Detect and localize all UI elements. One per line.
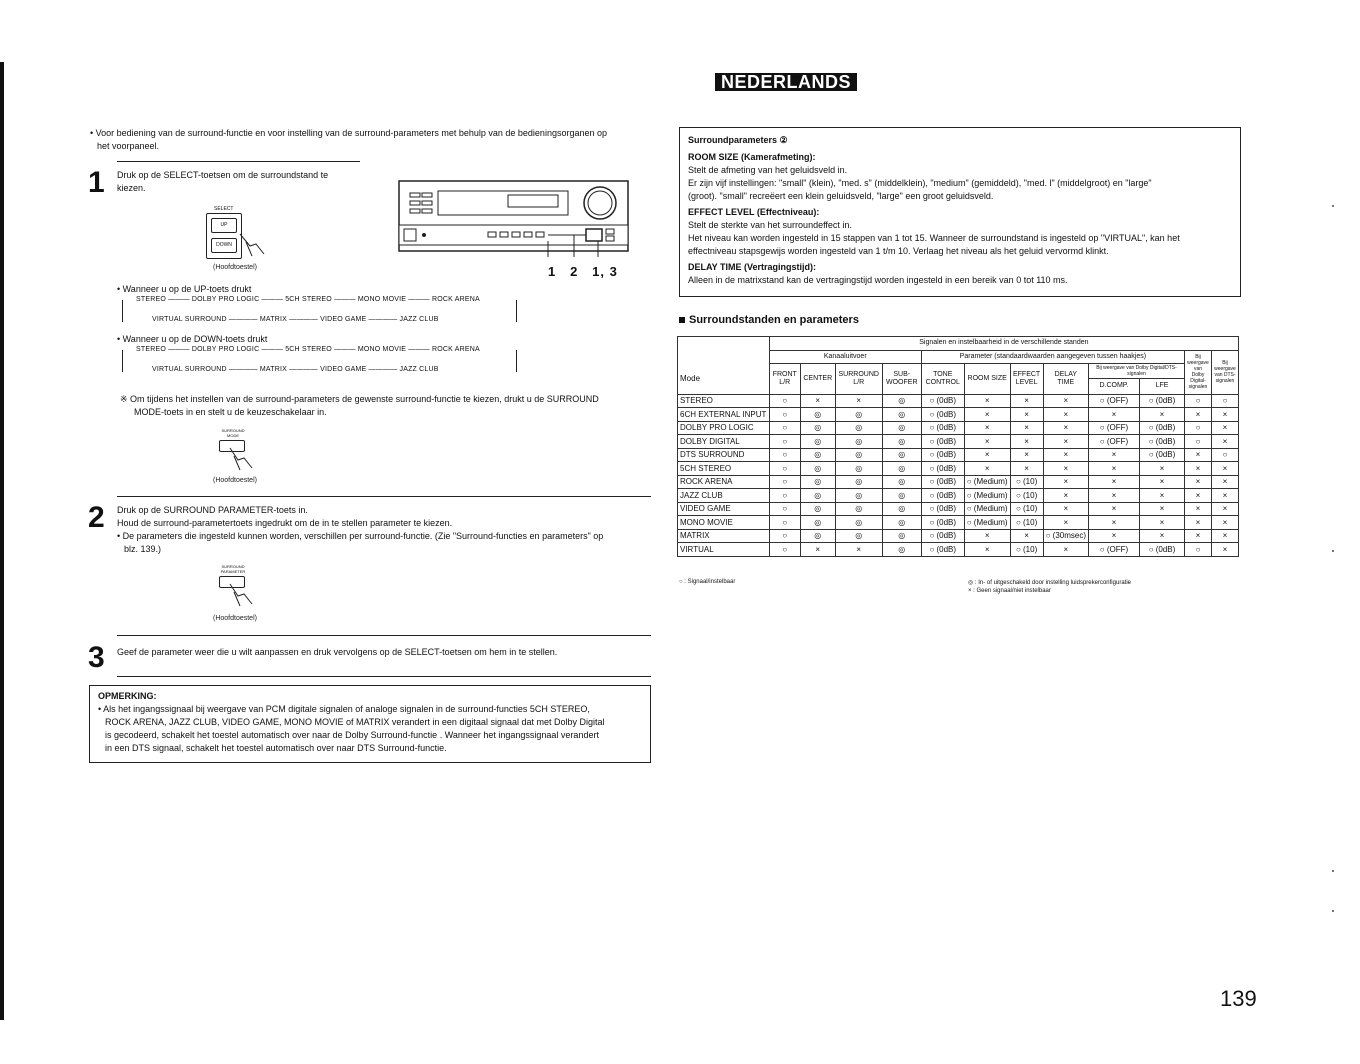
- row-mode-label: MONO MOVIE: [678, 516, 770, 530]
- table-cell: ◎: [882, 529, 921, 543]
- table-cell: ×: [1010, 394, 1043, 408]
- table-cell: ×: [835, 543, 882, 557]
- surround-mode-note-line-1: ※ Om tijdens het instellen van de surround-parameters de gewenste surround-functie te kiezen, drukt u de SURROUND: [120, 394, 599, 404]
- table-cell: ○: [769, 529, 800, 543]
- table-cell: ×: [1212, 529, 1239, 543]
- effect-level-line-1: Stelt de sterkte van het surroundeffect in.: [688, 220, 852, 230]
- table-cell: ×: [1212, 408, 1239, 422]
- table-cell: ◎: [882, 543, 921, 557]
- surround-mode-note-line-2: MODE-toets in en stelt u de keuzeschakelaar in.: [134, 407, 327, 417]
- note-title: OPMERKING:: [98, 691, 157, 701]
- intro-text: [90, 127, 660, 153]
- table-cell: ○ (0dB): [921, 516, 964, 530]
- table-cell: ×: [1043, 394, 1088, 408]
- table-cell: ○: [769, 435, 800, 449]
- table-cell: ◎: [800, 435, 835, 449]
- row-mode-label: 5CH STEREO: [678, 462, 770, 476]
- step2-caption: (Hoofdtoestel): [213, 615, 257, 622]
- table-cell: ×: [1185, 529, 1212, 543]
- step-number-1: 1: [88, 166, 105, 199]
- table-cell: ×: [1089, 475, 1140, 489]
- table-cell: ×: [1140, 502, 1185, 516]
- table-cell: ×: [1089, 529, 1140, 543]
- table-cell: ×: [1212, 462, 1239, 476]
- table-cell: ×: [1140, 462, 1185, 476]
- table-cell: ×: [1010, 435, 1043, 449]
- table-row: [678, 475, 1239, 489]
- table-cell: ○: [769, 543, 800, 557]
- col-lfe: LFE: [1140, 379, 1185, 394]
- table-cell: ○ (Medium): [964, 516, 1010, 530]
- table-cell: ×: [1043, 543, 1088, 557]
- table-cell: ×: [1212, 543, 1239, 557]
- table-row: [678, 516, 1239, 530]
- table-cell: ×: [1140, 408, 1185, 422]
- table-cell: ×: [964, 462, 1010, 476]
- effect-level-line-2: Het niveau kan worden ingesteld in 15 stappen van 1 tot 15. Wanneer de surroundstand is ingesteld op "VIRTUAL", kan het: [688, 233, 1180, 243]
- table-cell: ◎: [800, 529, 835, 543]
- table-cell: ○ (10): [1010, 516, 1043, 530]
- col-subwoofer: SUB-WOOFER: [882, 364, 921, 395]
- table-cell: ○ (0dB): [1140, 421, 1185, 435]
- table-cell: ○ (0dB): [1140, 448, 1185, 462]
- up-flow-diagram: [122, 296, 517, 324]
- table-cell: ○: [769, 448, 800, 462]
- table-cell: ○: [769, 421, 800, 435]
- table-cell: ○ (0dB): [1140, 435, 1185, 449]
- step-number-2: 2: [88, 501, 105, 534]
- table-row: [678, 394, 1239, 408]
- pointing-hand-icon-2: [228, 446, 256, 472]
- col-surround: SURROUND L/R: [835, 364, 882, 395]
- table-cell: ×: [1185, 516, 1212, 530]
- table-cell: ×: [1010, 408, 1043, 422]
- table-cell: ◎: [835, 421, 882, 435]
- table-cell: ×: [1043, 435, 1088, 449]
- step2-text-line-3: • De parameters die ingesteld kunnen worden, verschillen per surround-functie. (Zie "Surround-functies en parameters" op: [117, 531, 604, 541]
- table-cell: ○ (0dB): [1140, 543, 1185, 557]
- table-heading-text: Surroundstanden en parameters: [689, 314, 859, 326]
- step1-text-line-1: Druk op de SELECT-toetsen om de surroundstand te: [117, 170, 329, 180]
- table-cell: ○: [1185, 435, 1212, 449]
- receiver-front-panel: [398, 179, 630, 259]
- down-flow-title: • Wanneer u op de DOWN-toets drukt: [117, 334, 268, 344]
- intro-line-2: het voorpaneel.: [97, 141, 160, 151]
- up-flow-title: • Wanneer u op de UP-toets drukt: [117, 284, 252, 294]
- step1-caption: (Hoofdtoestel): [213, 264, 257, 271]
- col-mode: Mode: [678, 364, 770, 395]
- table-cell: ×: [964, 435, 1010, 449]
- table-cell: ○ (0dB): [921, 529, 964, 543]
- down-flow-diagram: [122, 346, 517, 376]
- header-bij-dts: Bij weergave van DTS-signalen: [1212, 350, 1239, 394]
- table-cell: ○ (0dB): [921, 475, 964, 489]
- table-cell: ×: [1010, 421, 1043, 435]
- table-cell: ×: [1212, 475, 1239, 489]
- table-cell: ◎: [882, 435, 921, 449]
- surround-modes-table: [677, 336, 1239, 557]
- pointing-hand-icon: [236, 228, 268, 260]
- table-cell: ◎: [800, 421, 835, 435]
- up-flow-top: STEREO ——— DOLBY PRO LOGIC ——— 5CH STEREO ——— MONO MOVIE ——— ROCK ARENA: [136, 296, 480, 303]
- table-cell: ×: [1043, 516, 1088, 530]
- effect-level-heading: EFFECT LEVEL (Effectniveau):: [688, 207, 820, 217]
- left-margin-bar: [0, 62, 4, 1020]
- row-mode-label: 6CH EXTERNAL INPUT: [678, 408, 770, 422]
- table-cell: ×: [1212, 421, 1239, 435]
- table-cell: ×: [964, 408, 1010, 422]
- delay-time-line-1: Alleen in de matrixstand kan de vertragingstijd worden ingesteld in een bereik van 0 tot 110 ms.: [688, 275, 1068, 285]
- surround-mode-label: SURROUND MODE: [221, 428, 245, 438]
- note-line-2: ROCK ARENA, JAZZ CLUB, VIDEO GAME, MONO MOVIE of MATRIX verandert in een digitaal signaal dat met Dolby Digital: [105, 717, 605, 727]
- table-cell: ○ (0dB): [921, 502, 964, 516]
- table-cell: ×: [1185, 462, 1212, 476]
- table-cell: ◎: [835, 408, 882, 422]
- pointing-hand-icon-3: [228, 582, 256, 608]
- row-mode-label: DTS SURROUND: [678, 448, 770, 462]
- table-cell: ×: [1140, 475, 1185, 489]
- row-mode-label: STEREO: [678, 394, 770, 408]
- col-front: FRONT L/R: [769, 364, 800, 395]
- table-cell: ○ (10): [1010, 489, 1043, 503]
- row-mode-label: DOLBY DIGITAL: [678, 435, 770, 449]
- table-cell: ○ (0dB): [921, 421, 964, 435]
- table-cell: ◎: [882, 489, 921, 503]
- table-cell: ○: [769, 462, 800, 476]
- table-cell: ×: [1043, 421, 1088, 435]
- bullet-square-icon: [679, 317, 685, 323]
- step3-bottom-rule: [117, 676, 651, 677]
- table-cell: ○ (OFF): [1089, 394, 1140, 408]
- table-cell: ×: [1212, 502, 1239, 516]
- table-cell: ×: [1043, 489, 1088, 503]
- table-row: [678, 489, 1239, 503]
- table-cell: ○ (10): [1010, 502, 1043, 516]
- step1-text: [117, 169, 367, 195]
- row-mode-label: ROCK ARENA: [678, 475, 770, 489]
- step3-text: Geef de parameter weer die u wilt aanpassen en druk vervolgens op de SELECT-toetsen om hem in te stellen.: [117, 647, 558, 657]
- down-flow-top: STEREO ——— DOLBY PRO LOGIC ——— 5CH STEREO ——— MONO MOVIE ——— ROCK ARENA: [136, 346, 480, 353]
- table-cell: ×: [1089, 462, 1140, 476]
- intro-line-1: • Voor bediening van de surround-functie en voor instelling van de surround-parameters met behulp van de bedieningsorganen op: [90, 128, 607, 138]
- table-cell: ◎: [835, 489, 882, 503]
- table-row: [678, 543, 1239, 557]
- table-cell: ×: [1185, 489, 1212, 503]
- step2-text-line-4: blz. 139.): [124, 544, 162, 554]
- down-button[interactable]: DOWN: [211, 238, 237, 253]
- surround-parameters-box: [679, 127, 1241, 297]
- table-cell: ×: [964, 448, 1010, 462]
- note-line-4: in een DTS signaal, schakelt het toestel automatisch over naar DTS Surround-functie.: [105, 743, 447, 753]
- step2-rule: [117, 496, 651, 497]
- page-number: 139: [1220, 986, 1257, 1011]
- table-super-header: Signalen en instelbaarheid in de verschillende standen: [769, 337, 1238, 351]
- table-cell: ○ (OFF): [1089, 543, 1140, 557]
- legend-double-circle: ◎ : In- of uitgeschakeld door instelling luidsprekerconfiguratie: [968, 580, 1131, 586]
- table-cell: ◎: [800, 448, 835, 462]
- table-cell: ◎: [835, 502, 882, 516]
- table-cell: ×: [1185, 448, 1212, 462]
- table-cell: ◎: [882, 475, 921, 489]
- table-cell: ◎: [800, 489, 835, 503]
- table-cell: ◎: [882, 394, 921, 408]
- table-cell: ×: [1089, 502, 1140, 516]
- table-cell: ×: [1089, 408, 1140, 422]
- panel-callout-numbers: 1 2 1, 3: [548, 264, 618, 279]
- table-cell: ○ (0dB): [921, 435, 964, 449]
- table-cell: ○ (0dB): [921, 394, 964, 408]
- note-line-3: is gecodeerd, schakelt het toestel automatisch over naar de Dolby Surround-functie . Wanneer het ingangssignaal verandert: [105, 730, 599, 740]
- table-cell: ○ (OFF): [1089, 421, 1140, 435]
- up-button[interactable]: UP: [211, 218, 237, 233]
- table-cell: ○ (OFF): [1089, 435, 1140, 449]
- step2-text-line-2: Houd de surround-parametertoets ingedrukt om de in te stellen parameter te kiezen.: [117, 518, 453, 528]
- table-cell: ◎: [882, 408, 921, 422]
- step2-text-line-1: Druk op de SURROUND PARAMETER-toets in.: [117, 505, 308, 515]
- table-cell: ×: [1185, 408, 1212, 422]
- table-heading: [679, 314, 859, 326]
- table-cell: ×: [1010, 448, 1043, 462]
- room-size-heading: ROOM SIZE (Kamerafmeting):: [688, 152, 816, 162]
- table-cell: ○: [769, 502, 800, 516]
- table-cell: ○: [1185, 394, 1212, 408]
- table-cell: ○: [769, 489, 800, 503]
- table-cell: ◎: [800, 502, 835, 516]
- table-cell: ○: [1185, 543, 1212, 557]
- note-body: [98, 703, 646, 755]
- header-kanaaluitvoer: Kanaaluitvoer: [769, 350, 921, 364]
- row-mode-label: MATRIX: [678, 529, 770, 543]
- scan-speck: [1332, 550, 1334, 552]
- table-row: [678, 421, 1239, 435]
- delay-time-heading: DELAY TIME (Vertragingstijd):: [688, 262, 817, 272]
- scan-speck: [1332, 910, 1334, 912]
- table-cell: ◎: [835, 448, 882, 462]
- table-cell: ×: [1140, 516, 1185, 530]
- table-cell: ×: [1089, 516, 1140, 530]
- room-size-line-1: Stelt de afmeting van het geluidsveld in.: [688, 165, 848, 175]
- table-cell: ○ (Medium): [964, 475, 1010, 489]
- table-cell: ◎: [835, 529, 882, 543]
- row-mode-label: JAZZ CLUB: [678, 489, 770, 503]
- table-cell: ×: [1043, 475, 1088, 489]
- note-line-1: • Als het ingangssignaal bij weergave van PCM digitale signalen of analoge signalen in de surround-functies 5CH STEREO,: [98, 704, 590, 714]
- table-cell: ○: [769, 516, 800, 530]
- legend-signaal: ○ : Signaal/instelbaar: [679, 579, 736, 585]
- table-cell: ◎: [835, 516, 882, 530]
- table-row: [678, 435, 1239, 449]
- table-cell: ◎: [882, 516, 921, 530]
- step-number-3: 3: [88, 641, 105, 674]
- table-cell: ×: [1212, 435, 1239, 449]
- table-cell: ○ (Medium): [964, 502, 1010, 516]
- table-cell: ×: [964, 529, 1010, 543]
- note-box: [89, 685, 651, 763]
- table-row: [678, 502, 1239, 516]
- table-cell: ○ (0dB): [921, 448, 964, 462]
- table-cell: ◎: [800, 516, 835, 530]
- table-cell: ×: [1185, 502, 1212, 516]
- room-size-line-3: (groot). "small" recreëert een klein geluidsveld, "large" een groot geluidsveld.: [688, 191, 994, 201]
- col-effect-level: EFFECT LEVEL: [1010, 364, 1043, 395]
- header-parameter: Parameter (standaardwaarden aangegeven tussen haakjes): [921, 350, 1184, 364]
- up-flow-bottom: VIRTUAL SURROUND ———— MATRIX ———— VIDEO GAME ———— JAZZ CLUB: [152, 316, 439, 323]
- table-cell: ◎: [835, 475, 882, 489]
- scan-speck: [1332, 205, 1334, 207]
- surround-parameter-label: SURROUND PARAMETER: [220, 564, 246, 574]
- table-cell: ×: [1010, 529, 1043, 543]
- table-cell: ◎: [800, 408, 835, 422]
- language-banner: NEDERLANDS: [715, 73, 857, 91]
- table-row: [678, 529, 1239, 543]
- table-cell: ×: [1043, 462, 1088, 476]
- header-bij-dolby: Bij weergave van Dolby Digital-signalen: [1185, 350, 1212, 394]
- step1-rule: [117, 161, 360, 162]
- table-cell: ◎: [800, 462, 835, 476]
- select-label: SELECT: [214, 206, 234, 212]
- table-cell: ×: [800, 543, 835, 557]
- table-cell: ○ (0dB): [921, 462, 964, 476]
- table-row: [678, 448, 1239, 462]
- table-cell: ○ (30msec): [1043, 529, 1088, 543]
- table-cell: ○: [769, 394, 800, 408]
- step1-text-line-2: kiezen.: [117, 183, 146, 193]
- table-cell: ○ (0dB): [921, 489, 964, 503]
- table-cell: ◎: [882, 462, 921, 476]
- table-cell: ×: [800, 394, 835, 408]
- table-cell: ×: [1185, 475, 1212, 489]
- legend-cross: × : Geen signaal/niet instelbaar: [968, 588, 1051, 594]
- table-cell: ×: [1089, 489, 1140, 503]
- col-delay-time: DELAY TIME: [1043, 364, 1088, 395]
- scan-speck: [1332, 870, 1334, 872]
- table-cell: ×: [835, 394, 882, 408]
- table-row: [678, 408, 1239, 422]
- row-mode-label: VIDEO GAME: [678, 502, 770, 516]
- table-cell: ×: [1212, 489, 1239, 503]
- table-cell: ×: [1010, 462, 1043, 476]
- effect-level-line-3: effectniveau stapsgewijs worden ingesteld van 1 t/m 10. Verlaag het niveau als het geluid vervormd klinkt.: [688, 246, 1109, 256]
- table-cell: ×: [1043, 448, 1088, 462]
- table-cell: ○ (Medium): [964, 489, 1010, 503]
- step2-text: [117, 504, 657, 556]
- table-cell: ◎: [800, 475, 835, 489]
- surround-parameters-text: [688, 134, 1236, 287]
- table-cell: ○: [1212, 448, 1239, 462]
- table-cell: ×: [1043, 502, 1088, 516]
- table-cell: ×: [964, 421, 1010, 435]
- table-cell: ○: [769, 475, 800, 489]
- row-mode-label: DOLBY PRO LOGIC: [678, 421, 770, 435]
- table-cell: ◎: [835, 435, 882, 449]
- table-cell: ◎: [882, 421, 921, 435]
- table-cell: ×: [1089, 448, 1140, 462]
- table-cell: ○ (10): [1010, 475, 1043, 489]
- col-center: CENTER: [800, 364, 835, 395]
- down-flow-bottom: VIRTUAL SURROUND ———— MATRIX ———— VIDEO GAME ———— JAZZ CLUB: [152, 366, 439, 373]
- params-title: Surroundparameters ②: [688, 135, 788, 145]
- table-body: [678, 394, 1239, 556]
- header-dolby-dts: Bij weergave van Dolby Digital/DTS-signalen: [1089, 364, 1185, 379]
- col-tone-control: TONE CONTROL: [921, 364, 964, 395]
- table-cell: ×: [1140, 489, 1185, 503]
- table-cell: ○: [1212, 394, 1239, 408]
- table-cell: ○ (0dB): [921, 543, 964, 557]
- table-cell: ○ (0dB): [1140, 394, 1185, 408]
- room-size-line-2: Er zijn vijf instellingen: "small" (klein), "med. s" (middelklein), "medium" (gemiddeld), "med. l" (middelgroot) en "large": [688, 178, 1152, 188]
- table-cell: ×: [1043, 408, 1088, 422]
- table-row: [678, 462, 1239, 476]
- table-cell: ◎: [882, 448, 921, 462]
- step1-caption-2: (Hoofdtoestel): [213, 477, 257, 484]
- table-cell: ○: [769, 408, 800, 422]
- table-cell: ×: [1212, 516, 1239, 530]
- surround-mode-note: [120, 393, 660, 419]
- row-mode-label: VIRTUAL: [678, 543, 770, 557]
- step3-rule: [117, 635, 651, 636]
- table-cell: ○ (10): [1010, 543, 1043, 557]
- table-cell: ×: [964, 394, 1010, 408]
- col-dcomp: D.COMP.: [1089, 379, 1140, 394]
- table-cell: ○ (0dB): [921, 408, 964, 422]
- table-cell: ◎: [835, 462, 882, 476]
- col-room-size: ROOM SIZE: [964, 364, 1010, 395]
- table-cell: ◎: [882, 502, 921, 516]
- table-cell: ×: [1140, 529, 1185, 543]
- table-cell: ○: [1185, 421, 1212, 435]
- table-cell: ×: [964, 543, 1010, 557]
